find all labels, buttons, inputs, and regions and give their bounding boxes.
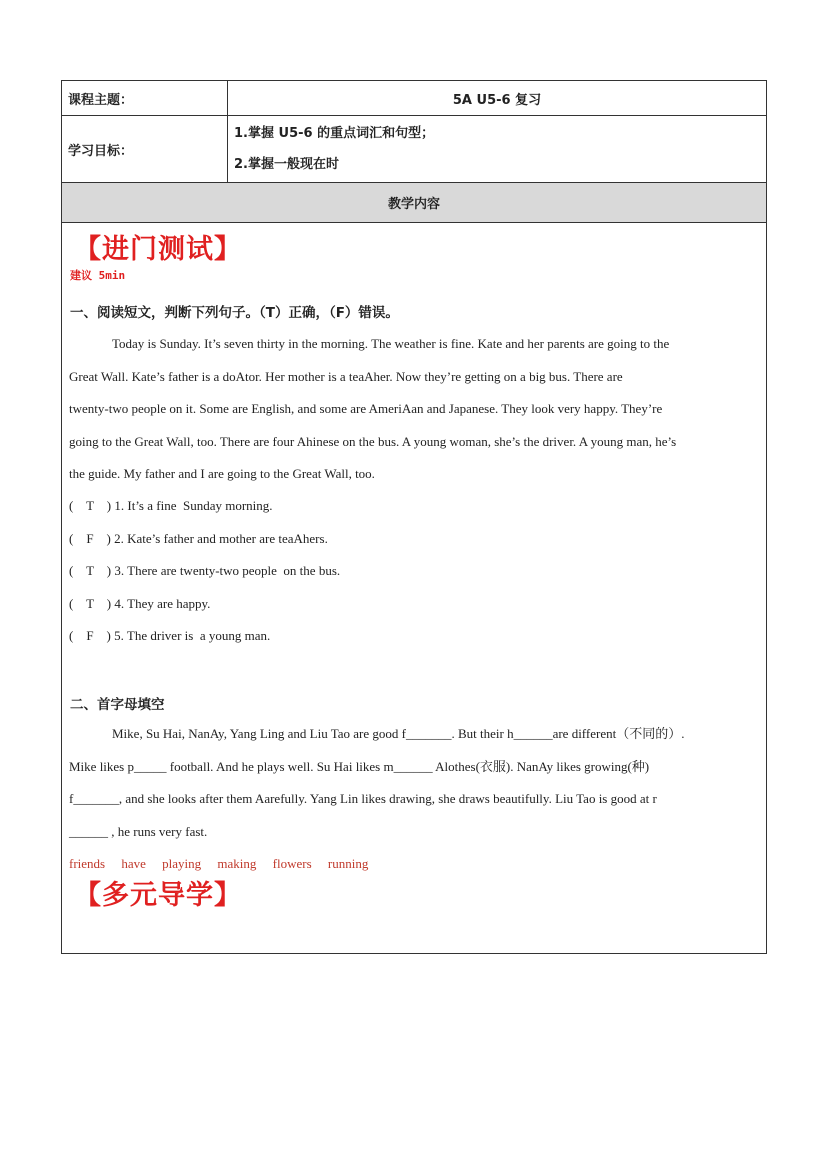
goal-list xyxy=(228,116,767,183)
answer-word: flowers xyxy=(272,856,312,871)
question-item: ( T ) 4. They are happy. xyxy=(69,596,211,611)
answer-word: making xyxy=(217,856,257,871)
lesson-info-table xyxy=(61,80,767,223)
passage-line: f_______, and she looks after them Aarefully. Yang Lin likes drawing, she draws beautifully. Liu Tao is good at r xyxy=(69,791,657,806)
topic-label: 课程主题： xyxy=(62,81,228,116)
suggested-time: 建议 5min xyxy=(70,269,126,282)
question-item: ( T ) 3. There are twenty-two people on the bus. xyxy=(69,563,341,578)
passage-line: the guide. My father and I are going to the Great Wall, too. xyxy=(69,466,375,481)
passage-line: Great Wall. Kate’s father is a doAtor. Her mother is a teaAher. Now they’re getting on a big bus. There are xyxy=(69,368,623,384)
part1-title: 一、阅读短文，判断下列句子。（T）正确，（F）错误。 xyxy=(70,305,399,321)
topic-value: 5A U5-6 复习 xyxy=(228,81,767,116)
answer-words xyxy=(69,856,381,872)
entry-test-title: 【进门测试】 xyxy=(74,234,242,265)
worksheet xyxy=(61,80,767,954)
passage-line: Today is Sunday. It’s seven thirty in the morning. The weather is fine. Kate and her parents are going to the xyxy=(112,336,670,351)
passage-line: going to the Great Wall, too. There are four Ahinese on the bus. A young woman, she’s the driver. A young man, he’s xyxy=(69,433,677,449)
guided-learning-title: 【多元导学】 xyxy=(74,880,242,911)
fill-blank-passage xyxy=(69,718,759,848)
answer-word: friends xyxy=(69,856,106,871)
teaching-content xyxy=(61,223,767,954)
question-item: ( F ) 5. The driver is a young man. xyxy=(69,628,271,643)
reading-passage xyxy=(69,328,759,491)
passage-line: Mike likes p_____ football. And he plays well. Su Hai likes m______ Alothes(衣服). NanAy likes growing(种) xyxy=(69,758,650,774)
part2-title: 二、首字母填空 xyxy=(70,697,165,713)
answer-word: have xyxy=(121,856,146,871)
passage-line: twenty-two people on it. Some are English, and some are AmeriAan and Japanese. They look very happy. They’re xyxy=(69,401,663,416)
content-header: 教学内容 xyxy=(62,183,767,223)
answer-word: running xyxy=(327,856,369,871)
passage-line: ______ , he runs very fast. xyxy=(69,823,208,839)
question-item: ( T ) 1. It’s a fine Sunday morning. xyxy=(69,498,273,513)
question-item: ( F ) 2. Kate’s father and mother are teaAhers. xyxy=(69,531,328,546)
goal-item: 2.掌握一般现在时 xyxy=(234,157,339,172)
goal-label: 学习目标： xyxy=(62,116,228,183)
answer-word: playing xyxy=(162,856,202,871)
goal-item: 1.掌握 U5-6 的重点词汇和句型； xyxy=(234,126,435,141)
passage-line: Mike, Su Hai, NanAy, Yang Ling and Liu Tao are good f_______. But their h______are different（不同的）. xyxy=(112,726,685,741)
